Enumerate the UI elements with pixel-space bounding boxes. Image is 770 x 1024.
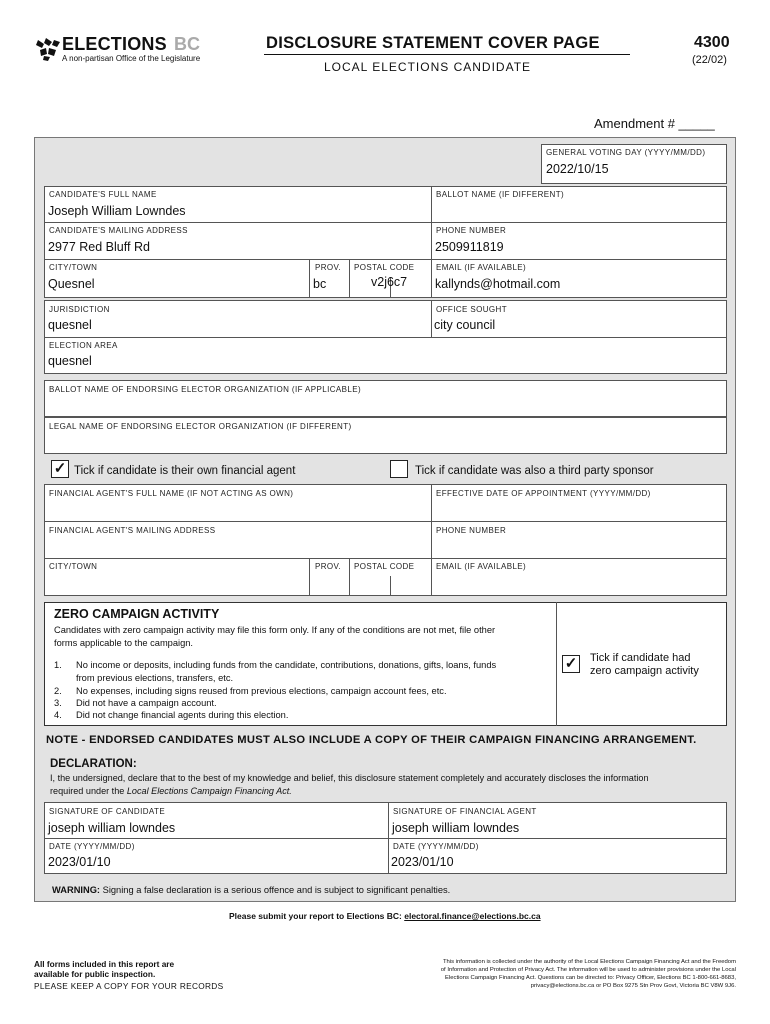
zero-activity-item: from previous elections, transfers, etc. [76, 673, 234, 683]
email-label: EMAIL (IF AVAILABLE) [436, 263, 527, 272]
footer-privacy-text: Elections Campaign Financing Act. Questions can be directed to: Privacy Officer, Elections BC 1-800-661-8683, [445, 975, 736, 981]
jurisdiction-label: JURISDICTION [49, 305, 110, 314]
divider [309, 558, 310, 596]
elections-bc-logo-icon [34, 36, 62, 62]
postal-code-label: POSTAL CODE [354, 263, 415, 272]
divider [388, 802, 389, 874]
divider [349, 259, 350, 298]
agent-phone-label: PHONE NUMBER [436, 526, 507, 535]
agent-date-label: EFFECTIVE DATE OF APPOINTMENT (YYYY/MM/DD) [436, 489, 651, 498]
footer-privacy-text: privacy@elections.bc.ca or PO Box 9275 Stn Prov Govt, Victoria BC V8W 9J6. [530, 983, 736, 989]
election-area-field[interactable]: quesnel [48, 354, 92, 368]
date-candidate-field[interactable]: 2023/01/10 [48, 855, 111, 869]
zero-activity-item-number: 1. [54, 660, 62, 670]
phone-field[interactable]: 2509911819 [435, 240, 504, 254]
third-party-label: Tick if candidate was also a third party sponsor [415, 465, 654, 477]
date-agent-label: DATE (YYYY/MM/DD) [393, 842, 479, 851]
zero-activity-checkbox[interactable]: ✓ [562, 655, 580, 673]
agent-postal-label: POSTAL CODE [354, 562, 415, 571]
signature-agent-label: SIGNATURE OF FINANCIAL AGENT [393, 807, 537, 816]
divider [431, 484, 432, 596]
agent-city-label: CITY/TOWN [49, 562, 98, 571]
zero-activity-item-number: 3. [54, 698, 62, 708]
declaration-text-line2 [50, 786, 292, 796]
date-agent-field[interactable]: 2023/01/10 [391, 855, 454, 869]
footer-privacy-text: This information is collected under the authority of the Local Elections Campaign Financing Act and the Freedom [442, 959, 736, 965]
warning-text: Signing a false declaration is a serious offence and is subject to significant penalties. [102, 885, 451, 895]
legal-org-label: LEGAL NAME OF ENDORSING ELECTOR ORGANIZATION (IF DIFFERENT) [49, 422, 352, 431]
footer-public-note: All forms included in this report are [34, 959, 175, 969]
mailing-address-label: CANDIDATE'S MAILING ADDRESS [49, 226, 188, 235]
postal-code-field[interactable]: v2j6c7 [371, 275, 408, 289]
ballot-org-label: BALLOT NAME OF ENDORSING ELECTOR ORGANIZATION (IF APPLICABLE) [49, 385, 362, 394]
zero-activity-item: No income or deposits, including funds from the candidate, contributions, donations, gifts, loans, funds [76, 660, 497, 670]
footer-keep-copy: PLEASE KEEP A COPY FOR YOUR RECORDS [34, 981, 224, 991]
divider [44, 259, 727, 260]
logo [34, 34, 214, 68]
footer-privacy-text: of Information and Protection of Privacy Act. The information will be used to administer provisions under the Local [440, 967, 736, 973]
voting-day-label: GENERAL VOTING DAY (YYYY/MM/DD) [546, 148, 706, 157]
signature-candidate-field[interactable]: joseph william lowndes [48, 821, 176, 835]
ballot-name-label: BALLOT NAME (IF DIFFERENT) [436, 190, 565, 199]
divider [44, 337, 727, 338]
prov-field[interactable]: bc [313, 277, 327, 291]
third-party-checkbox[interactable] [390, 460, 408, 478]
office-sought-field[interactable]: city council [434, 318, 496, 332]
phone-label: PHONE NUMBER [436, 226, 507, 235]
zero-activity-intro: Candidates with zero campaign activity may file this form only. If any of the conditions are not met, file other [54, 625, 496, 635]
warning-line [52, 885, 450, 895]
zero-activity-item-number: 4. [54, 710, 62, 720]
declaration-text: required under the [50, 786, 127, 796]
submit-email-link[interactable]: electoral.finance@elections.bc.ca [404, 911, 541, 921]
zero-activity-intro: forms applicable to the campaign. [54, 638, 194, 648]
prov-label: PROV. [315, 263, 342, 272]
zero-activity-tick-label: Tick if candidate had [590, 652, 691, 664]
logo-main-text: ELECTIONS [62, 34, 167, 54]
warning-label: WARNING: [52, 885, 101, 895]
divider [556, 602, 557, 726]
form-title: DISCLOSURE STATEMENT COVER PAGE [266, 34, 600, 52]
jurisdiction-field[interactable]: quesnel [48, 318, 92, 332]
zero-activity-title: ZERO CAMPAIGN ACTIVITY [54, 607, 220, 621]
zero-activity-item: Did not change financial agents during this election. [76, 710, 289, 720]
agent-block [44, 484, 727, 596]
declaration-text: I, the undersigned, declare that to the best of my knowledge and belief, this disclosure statement completely and accurately discloses the information [50, 773, 649, 783]
divider [431, 300, 432, 337]
mailing-address-field[interactable]: 2977 Red Bluff Rd [48, 240, 150, 254]
declaration-title: DECLARATION: [50, 758, 137, 770]
agent-mailing-label: FINANCIAL AGENT'S MAILING ADDRESS [49, 526, 216, 535]
submit-line [229, 911, 541, 921]
declaration-act-name: Local Elections Campaign Financing Act. [126, 786, 292, 796]
voting-day-value: 2022/10/15 [546, 162, 609, 176]
zero-activity-item-number: 2. [54, 686, 62, 696]
email-field[interactable]: kallynds@hotmail.com [435, 277, 561, 291]
divider [390, 576, 391, 596]
date-candidate-label: DATE (YYYY/MM/DD) [49, 842, 135, 851]
zero-activity-item: No expenses, including signs reused from previous elections, campaign account fees, etc. [76, 686, 447, 696]
own-agent-checkbox[interactable]: ✓ [51, 460, 69, 478]
election-area-label: ELECTION AREA [49, 341, 118, 350]
divider [349, 558, 350, 596]
office-sought-label: OFFICE SOUGHT [436, 305, 507, 314]
logo-tagline: A non-partisan Office of the Legislature [62, 54, 201, 63]
signature-candidate-label: SIGNATURE OF CANDIDATE [49, 807, 166, 816]
signature-agent-field[interactable]: joseph william lowndes [392, 821, 520, 835]
city-label: CITY/TOWN [49, 263, 98, 272]
candidate-name-field[interactable]: Joseph William Lowndes [48, 204, 186, 218]
divider [309, 259, 310, 298]
divider [431, 186, 432, 298]
divider [44, 521, 727, 522]
agent-email-label: EMAIL (IF AVAILABLE) [436, 562, 527, 571]
zero-activity-tick-label: zero campaign activity [590, 665, 699, 677]
logo-suffix-text: BC [174, 34, 200, 54]
divider [44, 558, 727, 559]
form-number: 4300 [694, 34, 730, 51]
city-field[interactable]: Quesnel [48, 277, 95, 291]
form-version: (22/02) [692, 54, 727, 66]
zero-activity-item: Did not have a campaign account. [76, 698, 217, 708]
divider [44, 838, 727, 839]
footer-public-note: available for public inspection. [34, 969, 156, 979]
own-agent-label: Tick if candidate is their own financial agent [74, 465, 296, 477]
amendment-number[interactable]: Amendment # _____ [594, 116, 715, 131]
submit-text: Please submit your report to Elections BC: [229, 911, 405, 921]
divider [44, 222, 727, 223]
agent-name-label: FINANCIAL AGENT'S FULL NAME (IF NOT ACTING AS OWN) [49, 489, 294, 498]
candidate-name-label: CANDIDATE'S FULL NAME [49, 190, 157, 199]
endorsed-note: NOTE - ENDORSED CANDIDATES MUST ALSO INCLUDE A COPY OF THEIR CAMPAIGN FINANCING ARRANGEMENT. [46, 734, 697, 746]
form-subtitle: LOCAL ELECTIONS CANDIDATE [324, 60, 532, 74]
title-underline [264, 54, 630, 55]
agent-prov-label: PROV. [315, 562, 342, 571]
